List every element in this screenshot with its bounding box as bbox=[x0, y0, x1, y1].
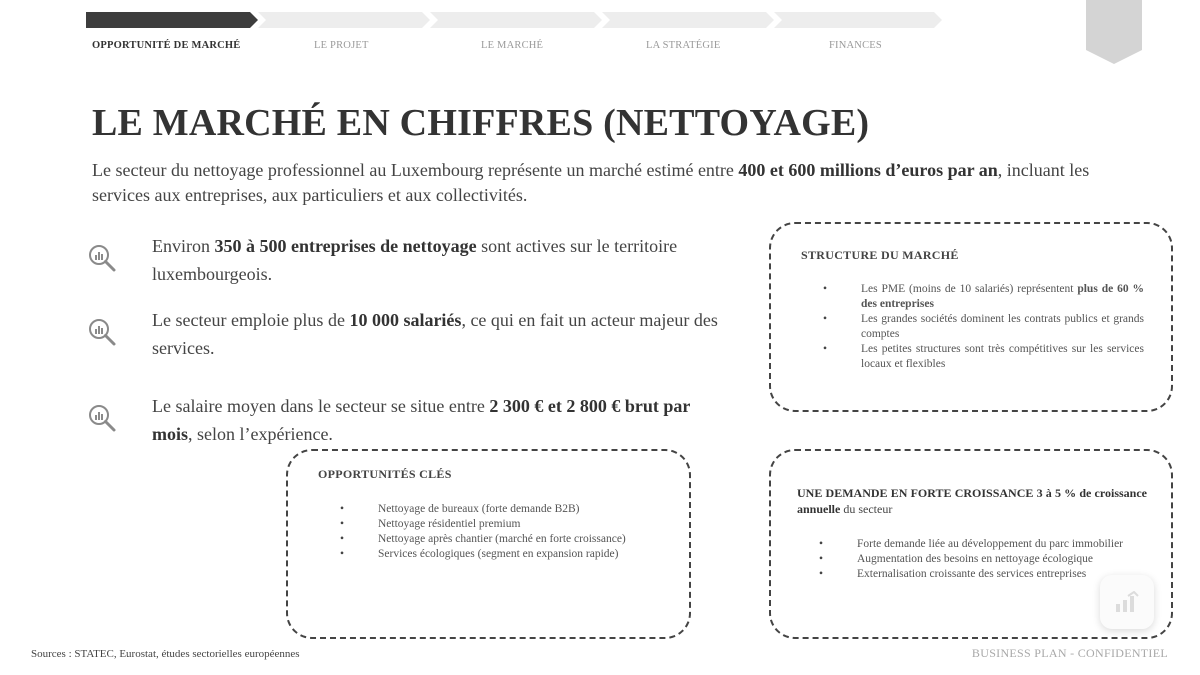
stat-text: Le salaire moyen dans le secteur se situe entre 2 300 € et 2 800 € brut par mois, selon l’expérience. bbox=[152, 396, 691, 444]
stat-item-salary bbox=[86, 392, 736, 452]
list-item: • Nettoyage après chantier (marché en forte croissance) bbox=[378, 532, 668, 547]
page-title: LE MARCHÉ EN CHIFFRES (NETTOYAGE) bbox=[92, 102, 870, 144]
key-opportunities-box bbox=[286, 449, 691, 639]
intro-text: Le secteur du nettoyage professionnel au Luxembourg représente un marché estimé entre 400 et 600 millions d’euros par an, incluant les services aux entreprises, aux particuliers et aux collectivités. bbox=[92, 160, 1090, 205]
growing-demand-list bbox=[857, 537, 1147, 582]
step-opportunite[interactable]: OPPORTUNITÉ DE MARCHÉ bbox=[92, 40, 241, 51]
step-bar-1 bbox=[86, 12, 258, 28]
magnifier-chart-icon bbox=[86, 402, 118, 434]
stat-text: Environ 350 à 500 entreprises de nettoyage sont actives sur le territoire luxembourgeois. bbox=[152, 236, 678, 284]
list-item: • Les grandes sociétés dominent les contrats publics et grands comptes bbox=[861, 312, 1144, 342]
bookmark-tab bbox=[1086, 0, 1142, 64]
chart-growth-icon bbox=[1114, 591, 1140, 613]
progress-steps bbox=[86, 12, 946, 30]
list-item: • Nettoyage résidentiel premium bbox=[378, 517, 668, 532]
magnifier-chart-icon bbox=[86, 316, 118, 348]
list-item: • Nettoyage de bureaux (forte demande B2B) bbox=[378, 502, 668, 517]
step-bar-5 bbox=[774, 12, 942, 28]
list-item: • Services écologiques (segment en expansion rapide) bbox=[378, 547, 668, 562]
step-bar-2 bbox=[258, 12, 430, 28]
list-item: • Les PME (moins de 10 salariés) représentent plus de 60 % des entreprises bbox=[861, 282, 1144, 312]
sources-note: Sources : STATEC, Eurostat, études sectorielles européennes bbox=[31, 648, 300, 660]
step-bar-3 bbox=[430, 12, 602, 28]
stat-item-companies bbox=[86, 232, 736, 292]
step-strategie[interactable]: LA STRATÉGIE bbox=[646, 40, 721, 51]
stat-item-employees bbox=[86, 306, 736, 366]
list-item: • Externalisation croissante des services entreprises bbox=[857, 567, 1147, 582]
market-structure-box bbox=[769, 222, 1173, 412]
growing-demand-lead: UNE DEMANDE EN FORTE CROISSANCE 3 à 5 % de croissance annuelle du secteur bbox=[797, 486, 1147, 516]
step-bar-4 bbox=[602, 12, 774, 28]
stat-text: Le secteur emploie plus de 10 000 salariés, ce qui en fait un acteur majeur des services. bbox=[152, 310, 718, 358]
market-structure-list bbox=[861, 282, 1144, 372]
key-opportunities-title: OPPORTUNITÉS CLÉS bbox=[318, 467, 452, 481]
list-item: • Forte demande liée au développement du parc immobilier bbox=[857, 537, 1147, 552]
list-item: • Les petites structures sont très compétitives sur les services locaux et flexibles bbox=[861, 342, 1144, 372]
market-structure-title: STRUCTURE DU MARCHÉ bbox=[801, 248, 959, 262]
key-opportunities-list bbox=[378, 502, 668, 562]
step-projet[interactable]: LE PROJET bbox=[314, 40, 369, 51]
step-marche[interactable]: LE MARCHÉ bbox=[481, 40, 544, 51]
list-item: • Augmentation des besoins en nettoyage écologique bbox=[857, 552, 1147, 567]
step-finances[interactable]: FINANCES bbox=[829, 40, 882, 51]
confidential-label: BUSINESS PLAN - CONFIDENTIEL bbox=[971, 646, 1168, 660]
magnifier-chart-icon bbox=[86, 242, 118, 274]
chart-growth-button[interactable] bbox=[1100, 575, 1154, 629]
